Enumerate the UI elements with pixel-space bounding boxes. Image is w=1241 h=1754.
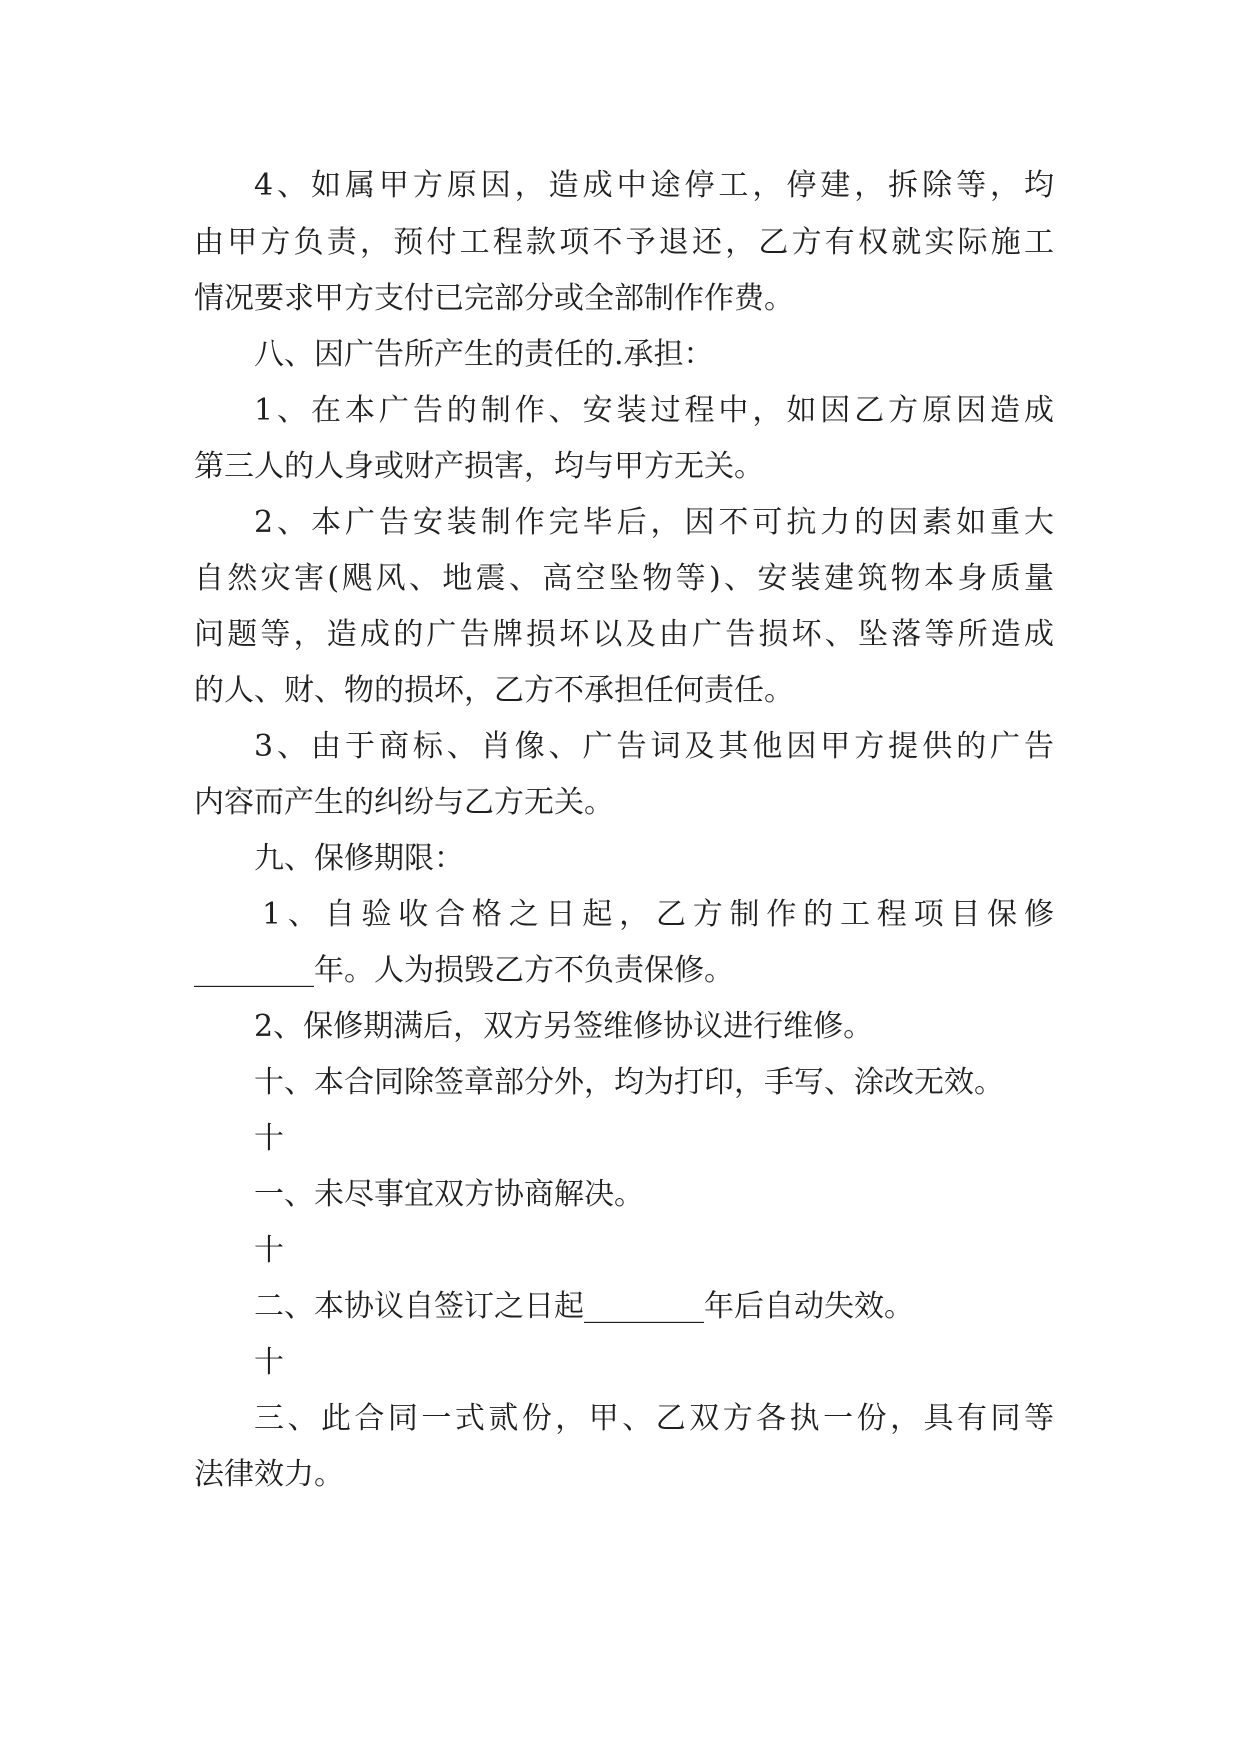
paragraph-line: ________年。人为损毁乙方不负责保修。 (194, 953, 734, 988)
section-heading: 九、保修期限： (254, 841, 464, 876)
paragraph-line: 二、本协议自签订之日起________年后自动失效。 (254, 1289, 914, 1324)
section-heading: 八、因广告所产生的责任的.承担： (254, 337, 714, 372)
paragraph-line: 的人、财、物的损坏，乙方不承担任何责任。 (194, 673, 794, 708)
section-number: 十 (254, 1233, 284, 1268)
paragraph-line: 1、自验收合格之日起，乙方制作的工程项目保修 (262, 897, 1054, 932)
paragraph-line: 4、如属甲方原因，造成中途停工，停建，拆除等，均 (254, 168, 1054, 203)
section-number: 十 (254, 1345, 284, 1380)
paragraph-line: 情况要求甲方支付已完部分或全部制作作费。 (194, 281, 794, 316)
paragraph-line: 十、本合同除签章部分外，均为打印，手写、涂改无效。 (254, 1065, 1004, 1100)
paragraph-line: 由甲方负责，预付工程款项不予退还，乙方有权就实际施工 (194, 225, 1054, 260)
paragraph-line: 三、此合同一式贰份，甲、乙双方各执一份，具有同等 (254, 1401, 1054, 1436)
paragraph-line: 3、由于商标、肖像、广告词及其他因甲方提供的广告 (254, 729, 1054, 764)
paragraph-line: 一、未尽事宜双方协商解决。 (254, 1177, 644, 1212)
paragraph-line: 问题等，造成的广告牌损坏以及由广告损坏、坠落等所造成 (194, 617, 1054, 652)
paragraph-line: 1、在本广告的制作、安装过程中，如因乙方原因造成 (254, 393, 1054, 428)
paragraph-line: 法律效力。 (194, 1457, 344, 1492)
paragraph-line: 2、本广告安装制作完毕后，因不可抗力的因素如重大 (254, 505, 1054, 540)
paragraph-line: 自然灾害(飓风、地震、高空坠物等)、安装建筑物本身质量 (194, 561, 1054, 596)
paragraph-line: 内容而产生的纠纷与乙方无关。 (194, 785, 614, 820)
section-number: 十 (254, 1121, 284, 1156)
paragraph-line: 第三人的人身或财产损害，均与甲方无关。 (194, 449, 764, 484)
paragraph-line: 2、保修期满后，双方另签维修协议进行维修。 (254, 1009, 874, 1044)
